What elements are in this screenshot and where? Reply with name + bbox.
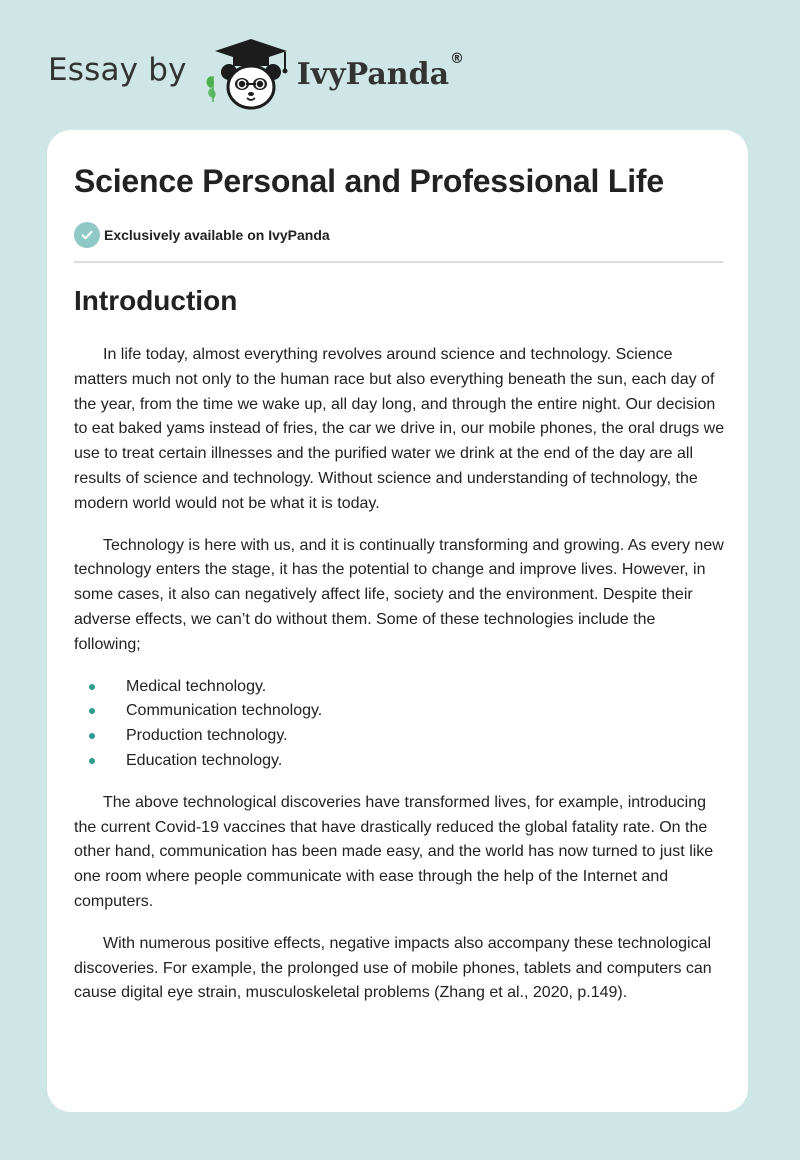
essay-card (47, 130, 748, 1112)
bullet-dot-icon (89, 733, 95, 739)
brand-header (48, 36, 464, 112)
list-item (74, 699, 726, 724)
list-item-text: Communication technology. (126, 702, 323, 720)
check-circle-icon (74, 222, 100, 248)
essay-body (74, 343, 726, 1023)
list-item (74, 724, 726, 749)
list-item (74, 675, 726, 700)
technology-list (74, 675, 726, 774)
paragraph: With numerous positive effects, negative impacts also accompany these technological discoveries. For example, the prolonged use of mobile phones, tablets and computers can cause digital eye strain, musculoskeletal problems (Zhang et al., 2020, p.149). (74, 934, 712, 1002)
exclusive-label: Exclusively available on IvyPanda (104, 227, 330, 243)
title-divider (74, 261, 723, 263)
brand-prefix: Essay by (48, 52, 187, 88)
panda-graduate-logo-icon[interactable] (201, 36, 301, 112)
list-item (74, 749, 726, 774)
paragraph: Technology is here with us, and it is continually transforming and growing. As every new technology enters the stage, it has the potential to change and improve lives. However, in some cases, it also can negatively affect life, society and the environment. Despite their adverse effects, we can’t do without them. Some of these technologies include the following; (74, 536, 724, 653)
exclusive-badge (74, 222, 330, 248)
essay-title: Science Personal and Professional Life (74, 163, 664, 199)
list-item-text: Production technology. (126, 727, 288, 745)
registered-mark: ® (450, 50, 465, 67)
list-item-text: Education technology. (126, 751, 283, 769)
brand-name[interactable]: IvyPanda® (296, 50, 465, 92)
paragraph: In life today, almost everything revolves around science and technology. Science matters much not only to the human race but also everything beneath the sun, each day of the year, from the time we wake up, all day long, and through the entire night. Our decision to eat baked yams instead of fries, the car we drive in, our mobile phones, the oral drugs we use to treat certain illnesses and the purified water we drink at the end of the day are all results of science and technology. Without science and understanding of technology, the modern world would not be what it is today. (74, 346, 725, 512)
bullet-dot-icon (89, 684, 95, 690)
section-heading-introduction: Introduction (74, 285, 238, 316)
list-item-text: Medical technology. (126, 677, 267, 695)
bullet-dot-icon (89, 758, 95, 764)
bullet-dot-icon (89, 708, 95, 714)
paragraph: The above technological discoveries have transformed lives, for example, introducing the current Covid-19 vaccines that have drastically reduced the global fatality rate. On the other hand, communication has been made easy, and the world has now turned to just like one room where people communicate with ease through the help of the Internet and computers. (74, 793, 714, 910)
